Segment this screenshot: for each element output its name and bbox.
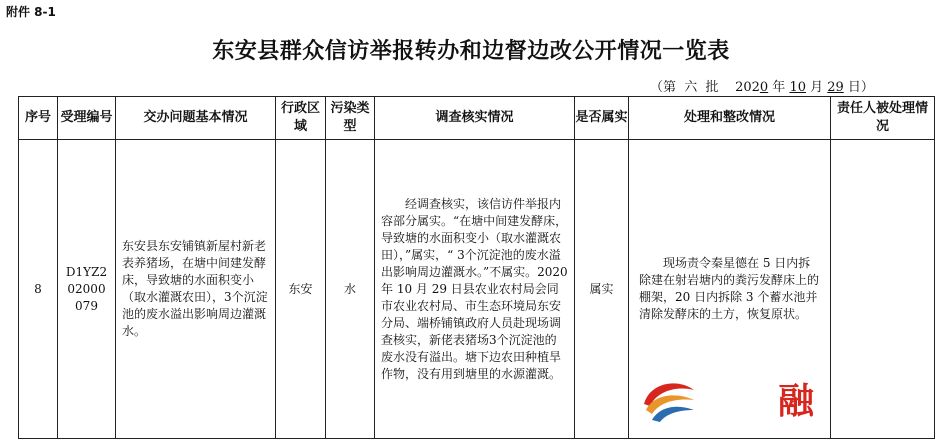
cell-seq: 8 bbox=[19, 140, 58, 439]
watermark-glyph: 融 bbox=[778, 381, 815, 422]
cell-region: 东安 bbox=[276, 140, 326, 439]
cell-accountability bbox=[831, 140, 935, 439]
batch-close: 日） bbox=[843, 80, 874, 95]
header-accountability: 责任人被处理情况 bbox=[831, 97, 935, 140]
page-title: 东安县群众信访举报转办和边督边改公开情况一览表 bbox=[212, 39, 730, 64]
cell-is-true: 属实 bbox=[575, 140, 629, 439]
cell-pollution-type: 水 bbox=[326, 140, 375, 439]
cell-issue bbox=[116, 140, 276, 439]
batch-date-line bbox=[650, 76, 874, 95]
batch-number: 六 bbox=[684, 80, 698, 95]
batch-open: （第 bbox=[650, 80, 685, 95]
cell-acceptance-no bbox=[58, 140, 116, 439]
header-acceptance-no: 受理编号 bbox=[58, 97, 116, 140]
header-region: 行政区域 bbox=[276, 97, 326, 140]
watermark-logo-icon bbox=[638, 374, 700, 424]
header-pollution-type: 污染类型 bbox=[326, 97, 375, 140]
investigation-text: 经调查核实，该信访件举报内容部分属实。“在塘中间建发酵床，导致塘的水面积变小（取水灌溉农田），”属实，“ 3个沉淀池的废水溢出影响周边灌溉水。”不属实。2020 年 10 月 29 日县农业农村局会同市农业农村局、市生态环境局东安分局、端桥铺镇政府人员赴现场调查核实，新佬表猪场3个沉淀池的废水没有溢出。塘下边农田种植旱作物，没有用到塘里的水源灌溉。 bbox=[381, 196, 568, 381]
acceptance-no-text: D1YZ202000079 bbox=[65, 264, 108, 313]
day-value: 29 bbox=[827, 80, 844, 95]
header-handling: 处理和整改情况 bbox=[629, 97, 831, 140]
issue-text: 东安县东安铺镇新屋村新老表养猪场，在塘中间建发酵床，导致塘的水面积变小（取水灌溉农田），3个沉淀池的废水溢出影响周边灌溉水。 bbox=[122, 239, 268, 338]
header-seq: 序号 bbox=[19, 97, 58, 140]
header-row bbox=[19, 97, 935, 140]
month-word: 月 bbox=[805, 80, 828, 95]
month-value: 10 bbox=[789, 80, 806, 95]
handling-text: 现场责令秦星德在 5 日内拆除建在射岩塘内的粪污发酵床上的棚架，20 日内拆除 3 个蓄水池并清除发酵床的土方，恢复原状。 bbox=[639, 256, 820, 321]
batch-word: 批 202 bbox=[697, 80, 760, 95]
year-digit: 0 bbox=[759, 80, 769, 95]
attachment-label: 附件 8-1 bbox=[6, 5, 56, 19]
header-is-true: 是否属实 bbox=[575, 97, 629, 140]
year-word: 年 bbox=[768, 80, 790, 95]
header-issue: 交办问题基本情况 bbox=[116, 97, 276, 140]
header-investigation: 调查核实情况 bbox=[375, 97, 575, 140]
cell-investigation bbox=[375, 140, 575, 439]
